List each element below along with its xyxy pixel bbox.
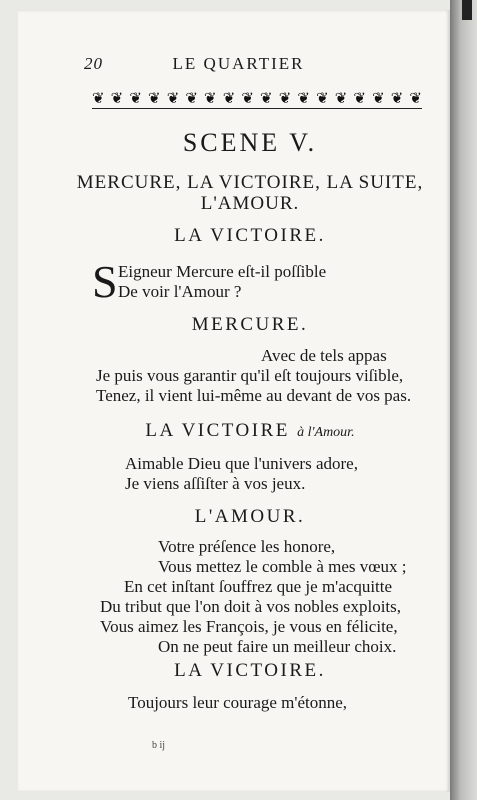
speaker-heading bbox=[60, 420, 440, 442]
verse-line: Tenez, il vient lui-même au devant de vos pas. bbox=[96, 386, 412, 405]
fleuron-icon: ❦ bbox=[148, 91, 161, 107]
verse-line: Eigneur Mercure eſt-il poſſible bbox=[118, 262, 327, 281]
characters-line-1: MERCURE, LA VICTOIRE, LA SUITE, bbox=[76, 172, 424, 193]
fleuron-icon: ❦ bbox=[353, 91, 366, 107]
fleuron-icon: ❦ bbox=[110, 91, 124, 107]
verse-line: Je viens aſſiſter à vos jeux. bbox=[125, 474, 306, 493]
speaker-heading: MERCURE. bbox=[191, 314, 309, 335]
verse-line: Toujours leur courage m'étonne, bbox=[128, 693, 348, 712]
verse-line: Votre préſence les honore, bbox=[158, 537, 336, 556]
fleuron-icon: ❦ bbox=[390, 91, 404, 107]
fleuron-icon: ❦ bbox=[204, 91, 217, 107]
fleuron-icon: ❦ bbox=[297, 91, 310, 107]
verse-line: Vous mettez le comble à mes vœux ; bbox=[158, 557, 407, 576]
fleuron-icon: ❦ bbox=[334, 91, 348, 107]
fleuron-icon: ❦ bbox=[92, 91, 105, 107]
fleuron-icon: ❦ bbox=[241, 91, 254, 107]
ornamental-band bbox=[92, 90, 422, 109]
speaker-name: LA VICTOIRE bbox=[145, 420, 290, 441]
verse-line: Avec de tels appas bbox=[261, 346, 387, 365]
fleuron-icon: ❦ bbox=[316, 91, 329, 107]
page-edge bbox=[450, 0, 477, 800]
fleuron-icon: ❦ bbox=[222, 91, 236, 107]
page-number: 20 bbox=[84, 54, 103, 73]
fleuron-icon: ❦ bbox=[372, 91, 385, 107]
fleuron-icon: ❦ bbox=[185, 91, 198, 107]
fleuron-icon: ❦ bbox=[260, 91, 273, 107]
page-header bbox=[0, 54, 477, 76]
verse-line: On ne peut faire un meilleur choix. bbox=[158, 637, 397, 656]
fleuron-icon: ❦ bbox=[409, 91, 422, 107]
fleuron-icon: ❦ bbox=[278, 91, 292, 107]
fleuron-icon: ❦ bbox=[129, 91, 142, 107]
running-title: LE QUARTIER bbox=[172, 54, 305, 73]
speaker-heading: L'AMOUR. bbox=[194, 506, 306, 527]
verse-line: Aimable Dieu que l'univers adore, bbox=[125, 454, 358, 473]
drop-cap: S bbox=[92, 256, 118, 307]
fleuron-icon: ❦ bbox=[166, 91, 180, 107]
speaker-heading: LA VICTOIRE. bbox=[174, 660, 326, 681]
characters-line-2: L'AMOUR. bbox=[200, 193, 300, 214]
speaker-heading: LA VICTOIRE. bbox=[174, 225, 326, 246]
verse-line: Vous aimez les François, je vous en félicite, bbox=[100, 617, 398, 636]
binding-strip bbox=[462, 0, 472, 20]
stage-direction: à l'Amour. bbox=[297, 425, 355, 440]
signature-mark: b ij bbox=[152, 740, 166, 751]
scene-title: SCENE V. bbox=[182, 128, 318, 157]
verse-line: De voir l'Amour ? bbox=[118, 282, 242, 301]
verse-line: Je puis vous garantir qu'il eſt toujours viſible, bbox=[96, 366, 404, 385]
verse-line: En cet inſtant ſouffrez que je m'acquitte bbox=[124, 577, 393, 596]
verse-line: Du tribut que l'on doit à vos nobles exploits, bbox=[100, 597, 402, 616]
